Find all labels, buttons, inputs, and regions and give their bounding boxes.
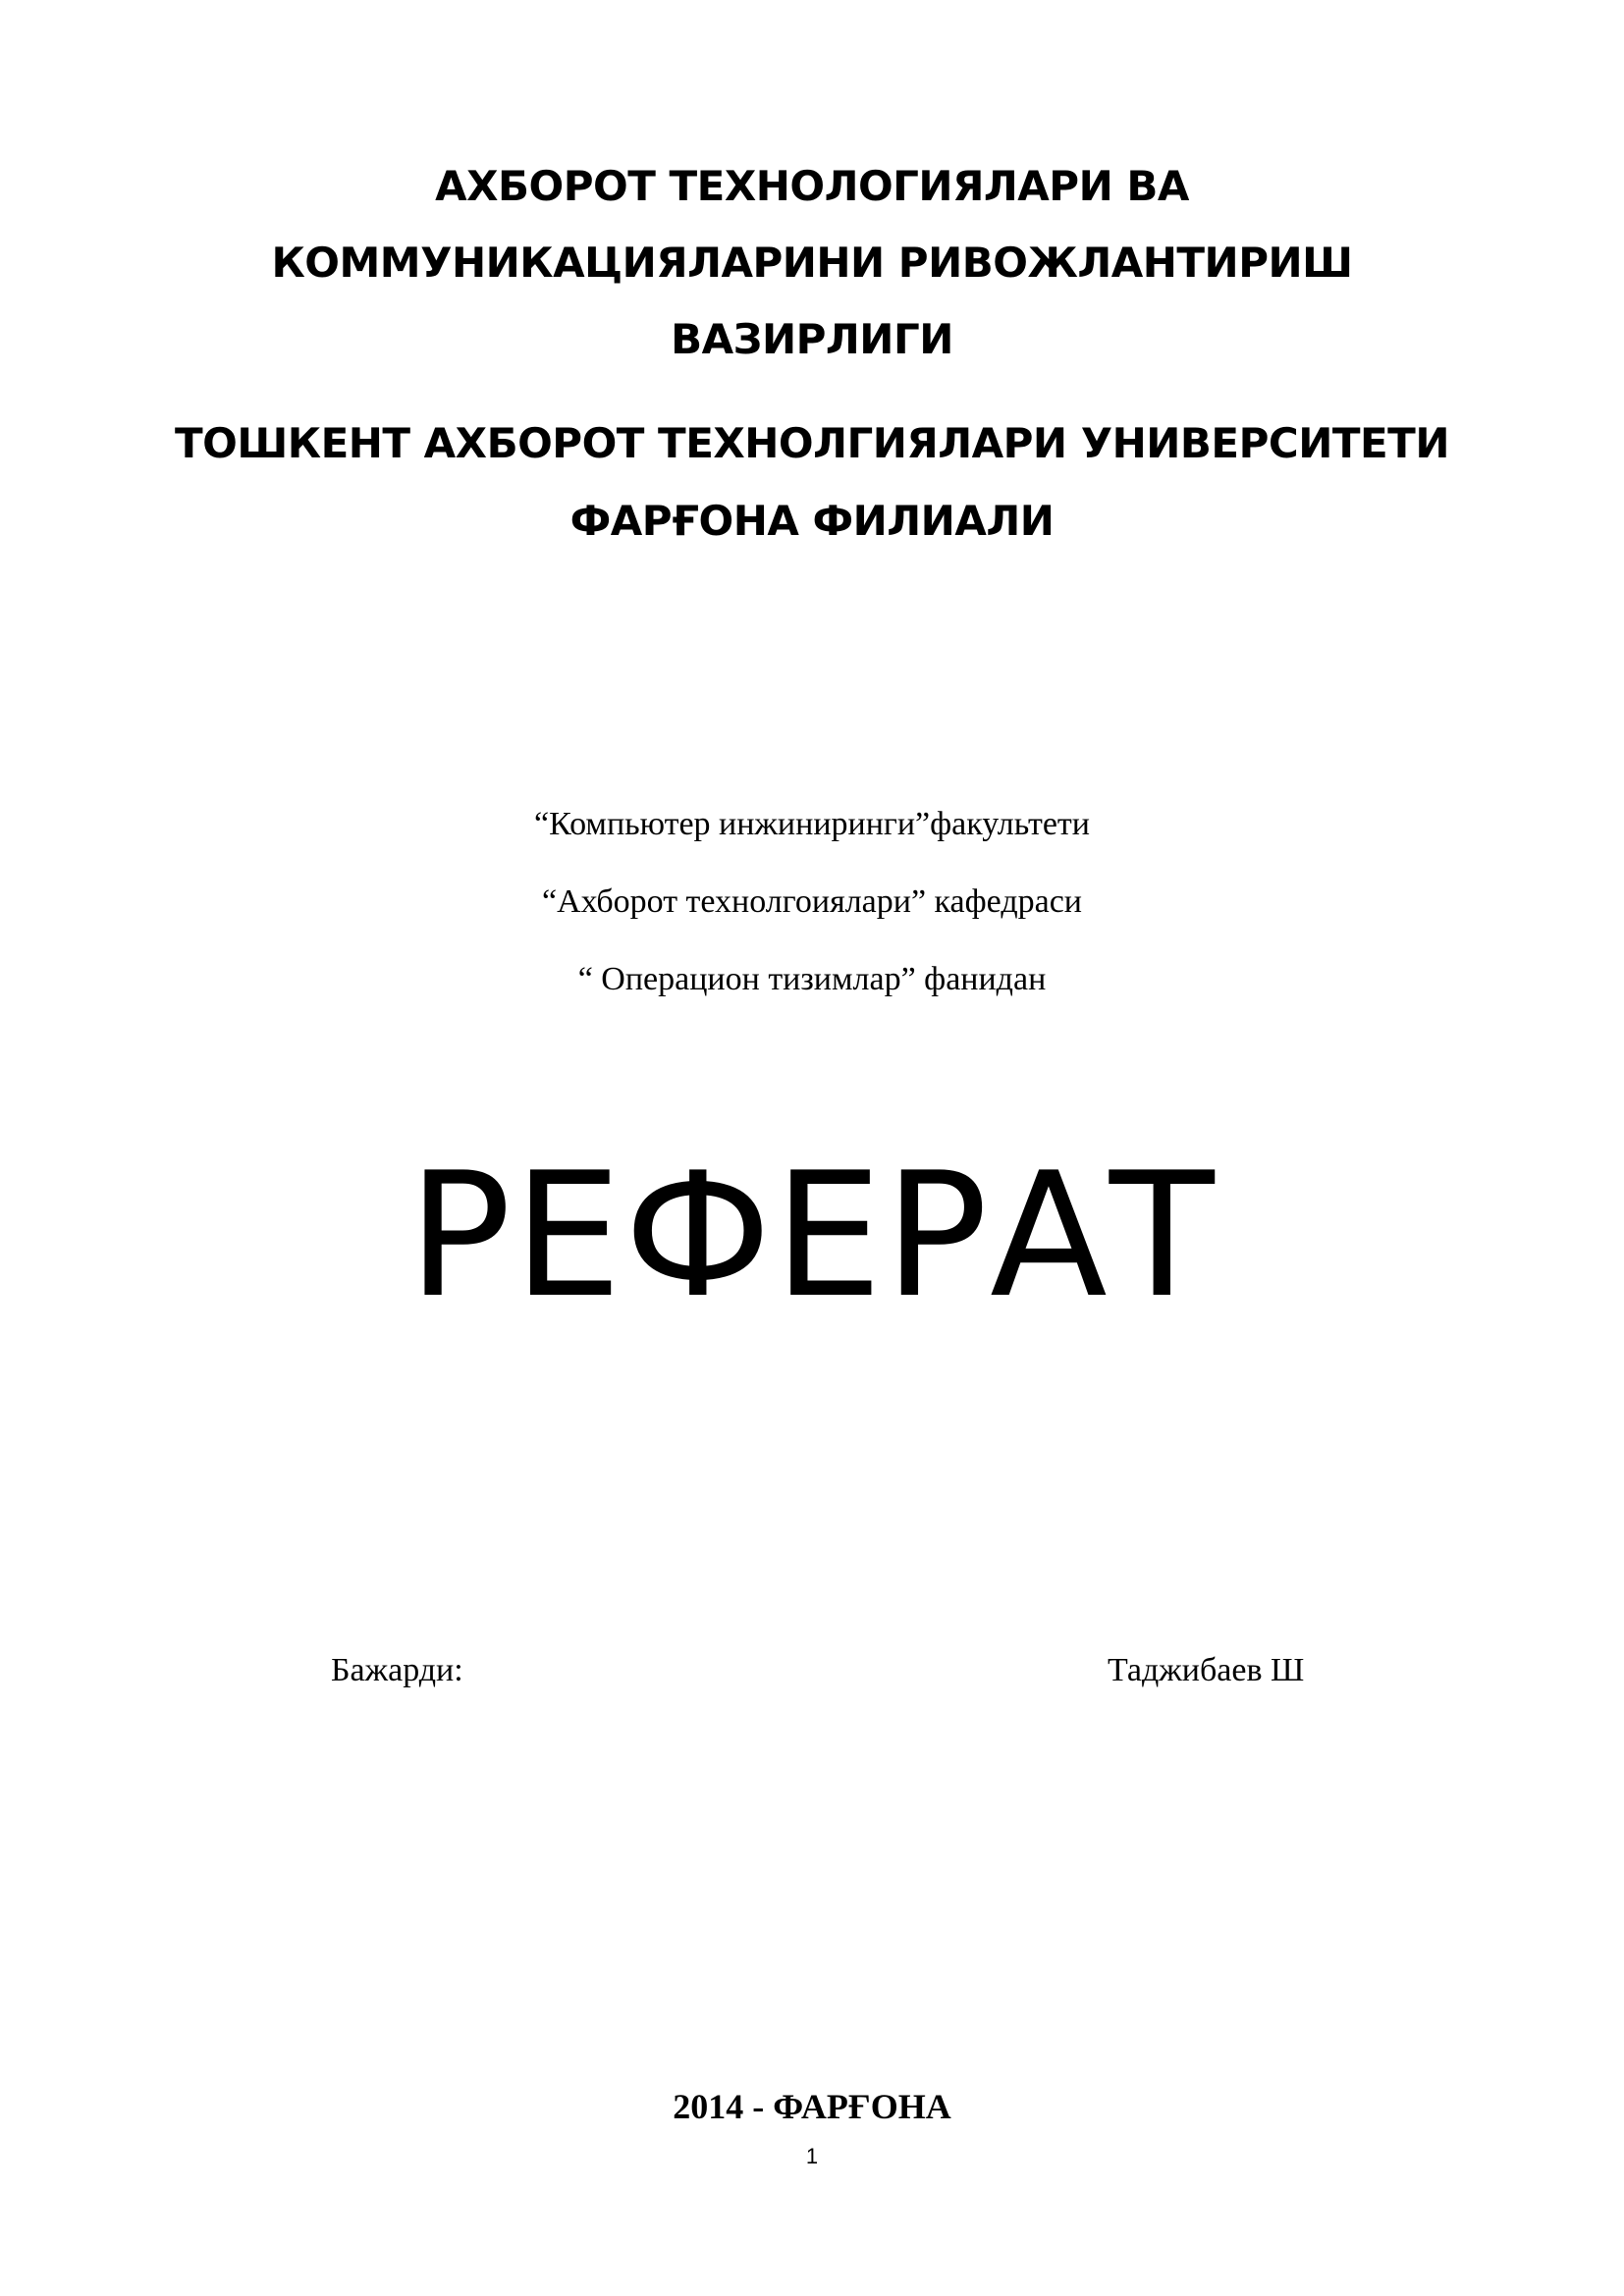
- department-line: “Ахборот технолгоиялари” кафедраси: [542, 883, 1082, 920]
- university-line-1: ТОШКЕНТ АХБОРОТ ТЕХНОЛГИЯЛАРИ УНИВЕРСИТЕТИ: [175, 419, 1449, 467]
- document-title: РЕФЕРАТ: [407, 1137, 1217, 1336]
- ministry-line-3: ВАЗИРЛИГИ: [671, 315, 953, 363]
- page-number: 1: [805, 2144, 819, 2168]
- city-year: 2014 - ФАРҒОНА: [673, 2087, 951, 2126]
- performer-name: Таджибаев Ш: [1108, 1652, 1305, 1688]
- faculty-line: “Компьютер инжиниринги”факультети: [534, 806, 1090, 842]
- ministry-line-1: АХБОРОТ ТЕХНОЛОГИЯЛАРИ ВА: [435, 162, 1189, 210]
- performer-label: Бажарди:: [331, 1652, 463, 1688]
- university-line-2: ФАРҒОНА ФИЛИАЛИ: [569, 497, 1055, 545]
- subject-line: “ Операцион тизимлар” фанидан: [577, 961, 1047, 997]
- ministry-line-2: КОММУНИКАЦИЯЛАРИНИ РИВОЖЛАНТИРИШ: [271, 239, 1353, 287]
